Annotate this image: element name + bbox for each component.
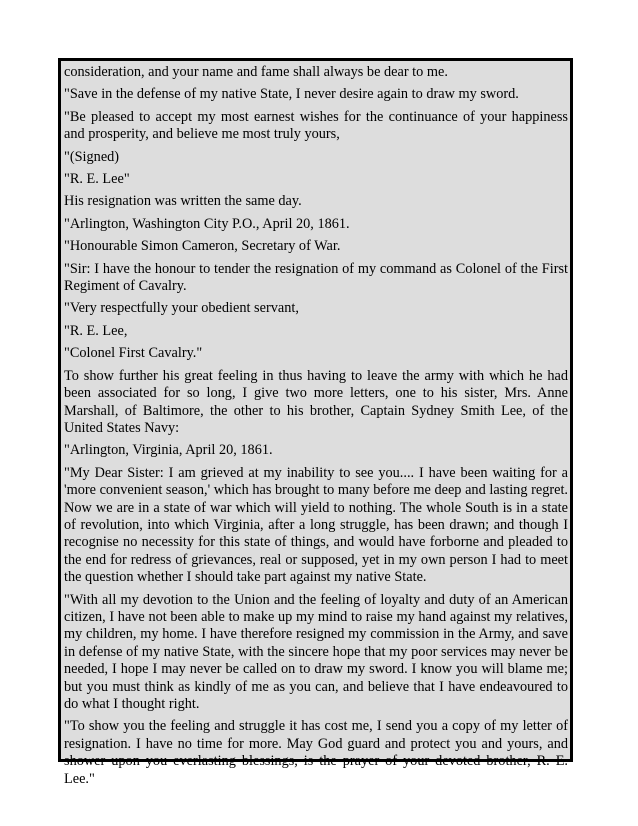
paragraph-letter-addressee: "Honourable Simon Cameron, Secretary of War. <box>64 238 341 255</box>
paragraph-narrative-two-letters: To show further his great feeling in thus having to leave the army with which he had been associated for so long, I give two more letters, one to his sister, Mrs. Anne Marshall, of Baltimore, the other to his brother, Captain Sydney Smith Lee, of the United States Navy: <box>64 367 568 436</box>
paragraph-sister-dateline: "Arlington, Virginia, April 20, 1861. <box>64 442 273 459</box>
paragraph-closing-consideration: consideration, and your name and fame shall always be dear to me. <box>64 64 448 80</box>
paragraph-letter-body: "Sir: I have the honour to tender the resignation of my command as Colonel of the First Regiment of Cavalry. <box>64 260 568 295</box>
paragraph-devotion-union: "With all my devotion to the Union and the feeling of loyalty and duty of an American citizen, I have not been able to make up my mind to raise my hand against my relatives, my children, my home. I have therefore resigned my commission in the Army, and save in defense of my native State, with the sincere hope that my poor services may never be needed, I hope I may never be called on to draw my sword. I know you will blame me; but you must think as kindly of me as you can, and believe that I have endeavoured to do what I thought right. <box>64 591 568 712</box>
paragraph-dear-sister: "My Dear Sister: I am grieved at my inability to see you.... I have been waiting for a 'more convenient season,' which has brought to many before me deep and lasting regret. Now we are in a state of war which will yield to nothing. The whole South is in a state of revolution, into which Virginia, after a long struggle, has been drawn; and though I recognise no necessity for this state of things, and would have forborne and pleaded to the end for redress of grievances, real or supposed, yet in my own person I had to meet the question whether I should take part against my native State. <box>64 464 568 586</box>
paragraph-save-defense: "Save in the defense of my native State, I never desire again to draw my sword. <box>64 86 519 103</box>
paragraph-letter-signature: "R. E. Lee, <box>64 322 128 339</box>
paragraph-letter-dateline: "Arlington, Washington City P.O., April 20, 1861. <box>64 215 350 232</box>
paragraph-feeling-struggle: "To show you the feeling and struggle it has cost me, I send you a copy of my letter of resignation. I have no time for more. May God guard and protect you and yours, and shower upon you everlasting blessings, is the prayer of your devoted brother, R. E. Lee." <box>64 718 568 787</box>
document-page <box>58 58 573 787</box>
paragraph-letter-title: "Colonel First Cavalry." <box>64 345 203 362</box>
paragraph-letter-closing: "Very respectfully your obedient servant, <box>64 300 299 317</box>
paragraph-earnest-wishes: "Be pleased to accept my most earnest wishes for the continuance of your happiness and prosperity, and believe me most truly yours, <box>64 108 568 143</box>
paragraph-signed: "(Signed) <box>64 148 120 165</box>
paragraph-resignation-same-day: His resignation was written the same day. <box>64 193 302 210</box>
paragraph-signature-lee: "R. E. Lee" <box>64 171 130 188</box>
